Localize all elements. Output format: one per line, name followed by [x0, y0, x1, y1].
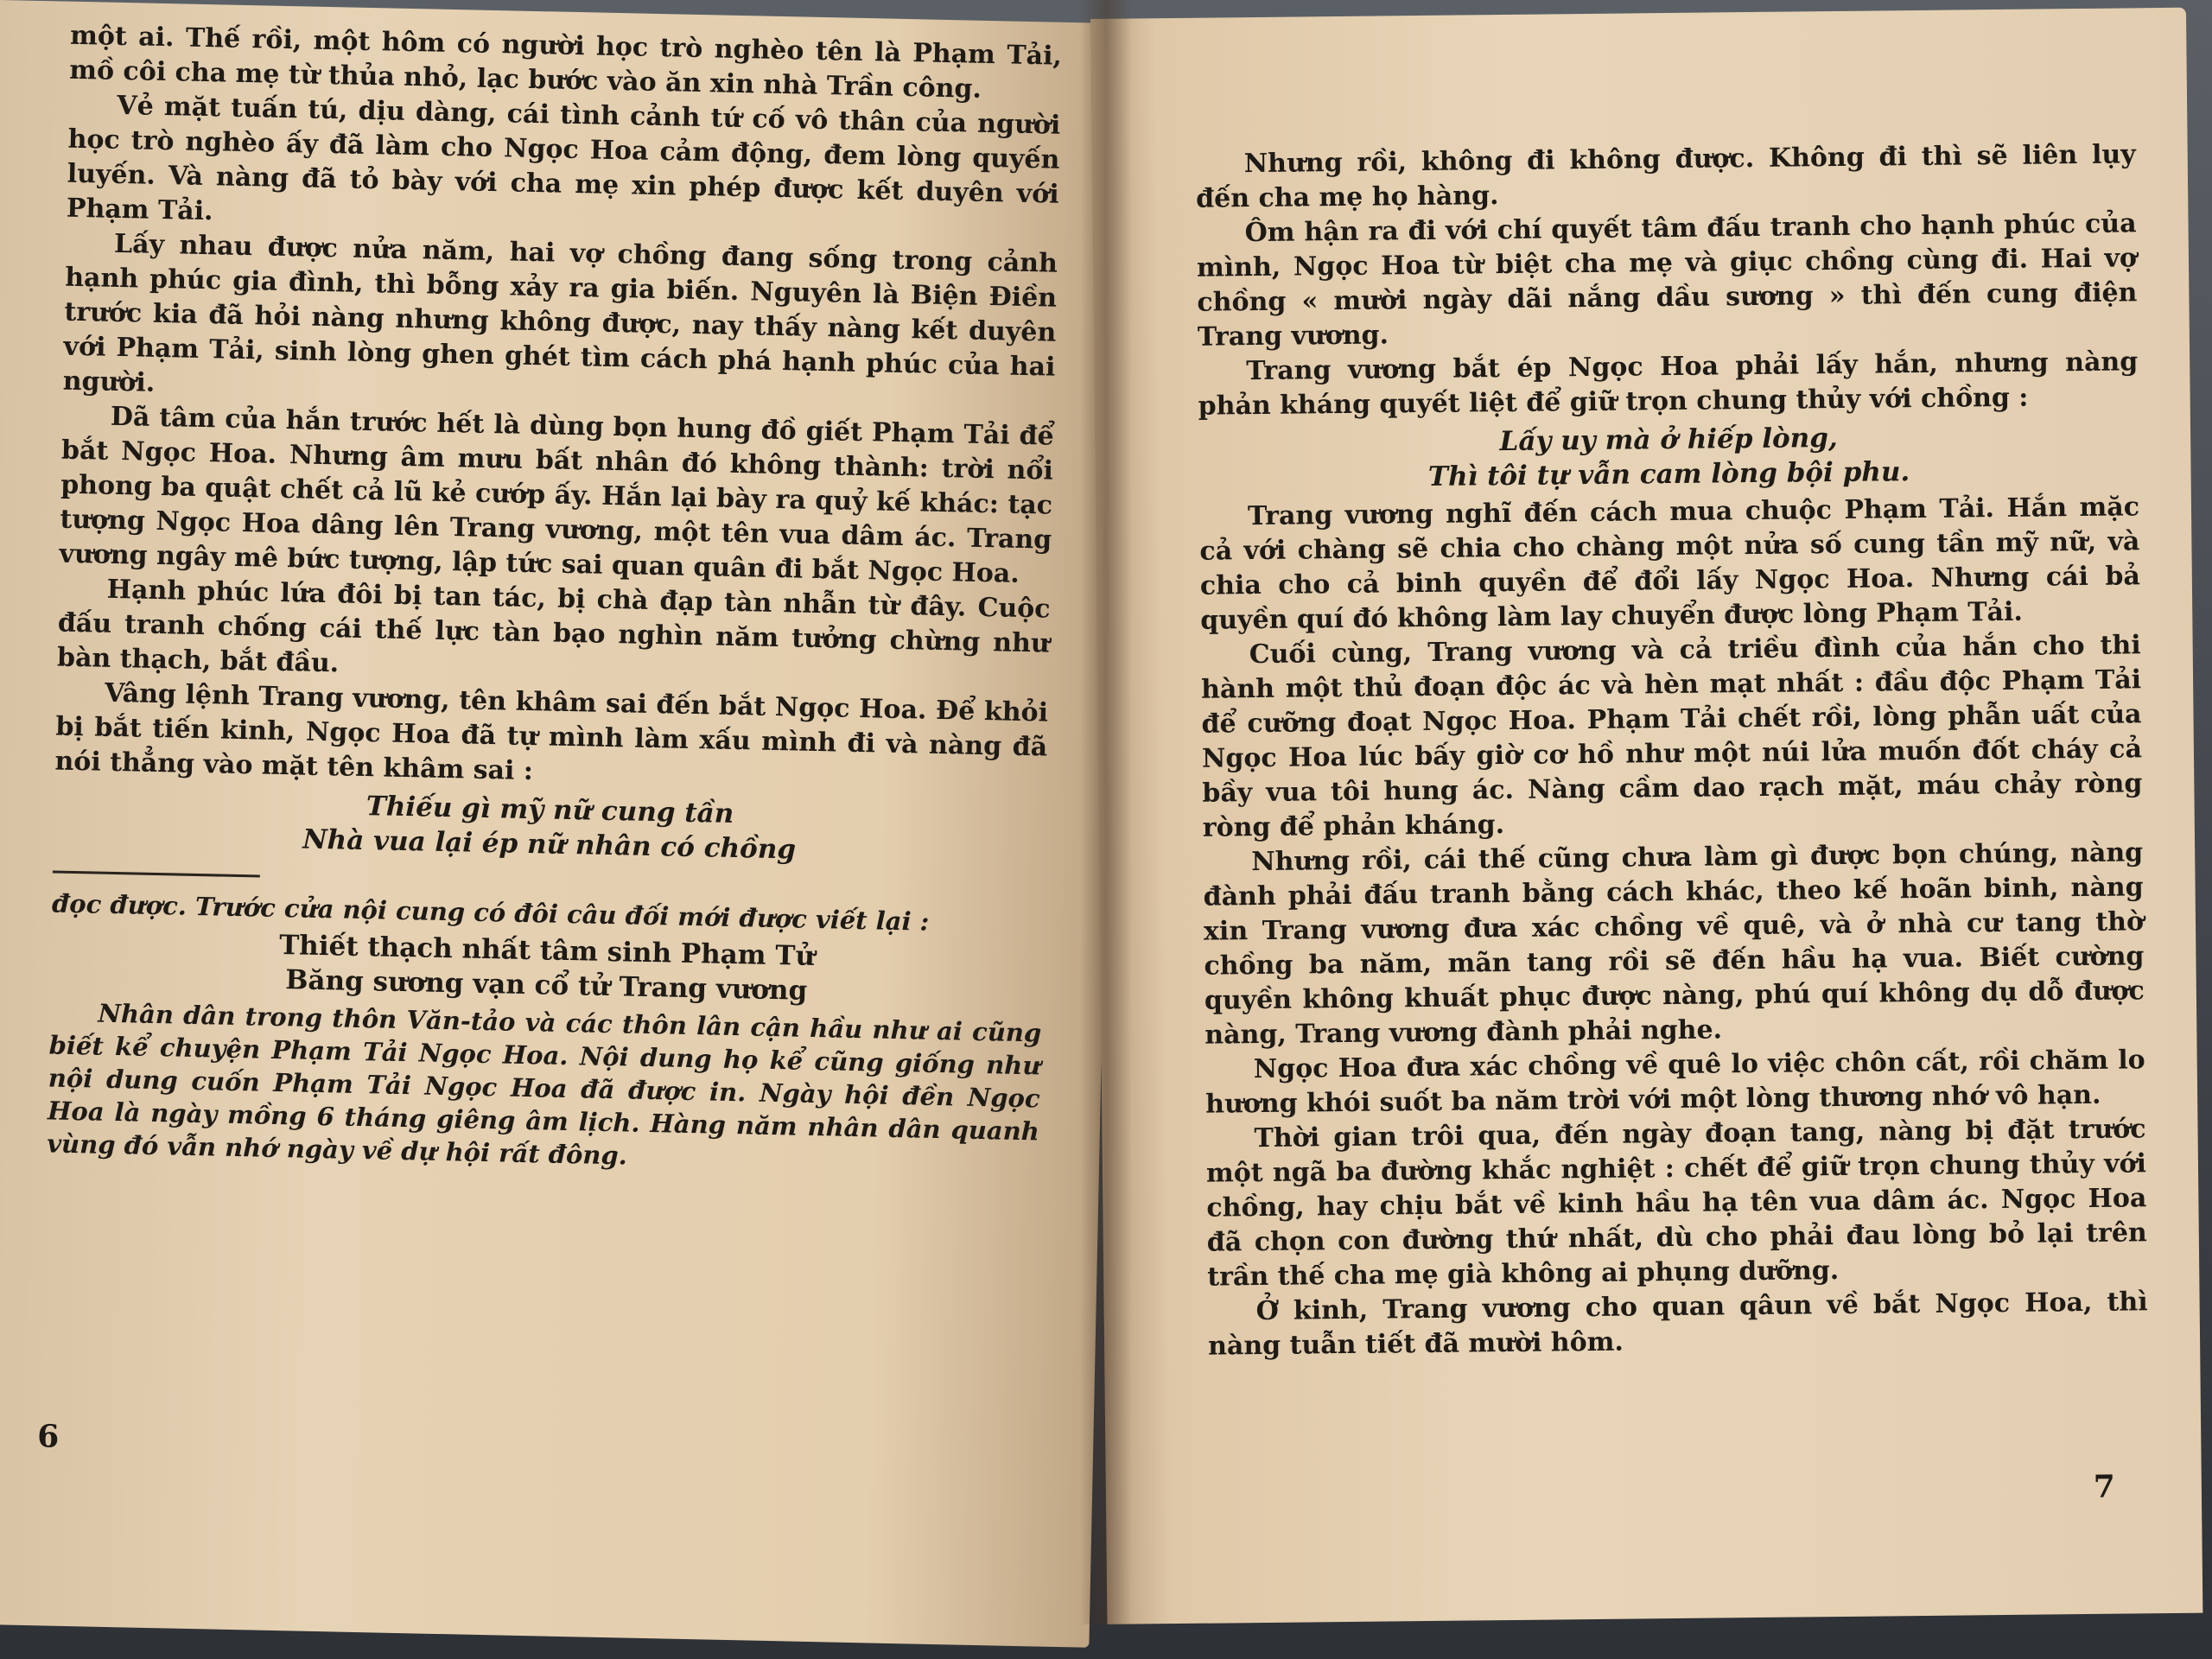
paragraph: Ôm hận ra đi với chí quyết tâm đấu tranh cho hạnh phúc của mình, Ngọc Hoa từ biệt cha mẹ và giục chồng cùng đi. Hai vợ chồng « mười ngày dãi nắng dầu sương » thì đến cung điện Trang vương.	[1196, 208, 2138, 353]
paragraph: Nhưng rồi, không đi không được. Không đi thì sẽ liên lụy đến cha mẹ họ hàng.	[1196, 139, 2136, 214]
page-number: 6	[36, 1418, 60, 1455]
couplet-line: Băng sương vạn cổ tử Trang vương	[284, 964, 808, 1007]
verse-line: Nhà vua lại ép nữ nhân có chồng	[302, 823, 797, 866]
footnote	[47, 887, 1044, 1180]
page-number: 7	[2093, 1468, 2116, 1505]
footnote-rule	[53, 870, 260, 877]
book-gutter	[1080, 0, 1132, 1624]
paragraph: Nhưng rồi, cái thế cũng chưa làm gì được bọn chúng, nàng đành phải đấu tranh bằng cách khác, theo kế hoãn binh, nàng xin Trang vương đưa xác chồng về quê, và ở nhà cư tang thờ chồng ba năm, mãn tang rồi sẽ đến hầu hạ vua. Biết cường quyền không khuất phục được nàng, phú quí không dụ dỗ được nàng, Trang vương đành phải nghe.	[1203, 837, 2145, 1051]
paragraph: Ở kinh, Trang vương cho quan qâun về bắt Ngọc Hoa, thì nàng tuẫn tiết đã mười hôm.	[1207, 1287, 2148, 1362]
verse-line: Thiếu gì mỹ nữ cung tần	[365, 791, 734, 830]
verse-line: Lấy uy mà ở hiếp lòng,	[1499, 422, 1838, 458]
verse-line: Thì tôi tự vẫn cam lòng bội phu.	[1427, 456, 1910, 493]
couplet-line: Thiết thạch nhất tâm sinh Phạm Tử	[278, 930, 816, 972]
footnote-intro: đọc được. Trước cửa nội cung có đôi câu đối mới được viết lại :	[51, 888, 930, 937]
footnote-paragraph: Nhân dân trong thôn Văn-tảo và các thôn lân cận hầu như ai cũng biết kể chuyện Phạm Tải Ngọc Hoa. Nội dung họ kể cũng giống như nội dung cuốn Phạm Tải Ngọc Hoa đã được in. Ngày hội đền Ngọc Hoa là ngày mồng 6 tháng giêng âm lịch. Hàng năm nhân dân quanh vùng đó vẫn nhớ ngày về dự hội rất đông.	[46, 998, 1042, 1171]
right-page	[1090, 8, 2202, 1624]
paragraph: Trang vương nghĩ đến cách mua chuộc Phạm Tải. Hắn mặc cả với chàng sẽ chia cho chàng một nửa số cung tần mỹ nữ, và chia cho cả binh quyền để đổi lấy Ngọc Hoa. Nhưng cái bả quyền quí đó không làm lay chuyển được lòng Phạm Tải.	[1199, 492, 2141, 636]
paragraph: Vẻ mặt tuấn tú, dịu dàng, cái tình cảnh tứ cố vô thân của người học trò nghèo ấy đã làm cho Ngọc Hoa cảm động, đem lòng quyến luyến. Và nàng đã tỏ bày với cha mẹ xin phép được kết duyên với Phạm Tải.	[66, 90, 1061, 227]
paragraph: Vâng lệnh Trang vương, tên khâm sai đến bắt Ngọc Hoa. Để khỏi bị bắt tiến kinh, Ngọc Hoa đã tự mình làm xấu mình đi và nàng đã nói thẳng vào mặt tên khâm sai :	[54, 677, 1049, 787]
paragraph: một ai. Thế rồi, một hôm có người học trò nghèo tên là Phạm Tải, mồ côi cha mẹ từ thủa nhỏ, lạc bước vào ăn xin nhà Trần công.	[68, 20, 1063, 105]
paragraph: Dã tâm của hắn trước hết là dùng bọn hung đồ giết Phạm Tải để bắt Ngọc Hoa. Nhưng âm mưu bất nhân đó không thành: trời nổi phong ba quật chết cả lũ kẻ cướp ấy. Hắn lại bày ra quỷ kế khác: tạc tượng Ngọc Hoa dâng lên Trang vương, một tên vua dâm ác. Trang vương ngây mê bức tượng, lập tức sai quan quân đi bắt Ngọc Hoa.	[59, 401, 1055, 589]
verse	[1198, 417, 2139, 496]
paragraph: Thời gian trôi qua, đến ngày đoạn tang, nàng bị đặt trước một ngã ba đường khắc nghiệt : chết để giữ trọn chung thủy với chồng, hay chịu bắt về kinh hầu hạ tên vua dâm ác. Ngọc Hoa đã chọn con đường thứ nhất, dù cho phải đau lòng bỏ lại trên trần thế cha mẹ già không ai phụng dưỡng.	[1205, 1114, 2147, 1293]
paragraph: Ngọc Hoa đưa xác chồng về quê lo việc chôn cất, rồi chăm lo hương khói suốt ba năm trời với một lòng thương nhớ vô hạn.	[1205, 1045, 2145, 1120]
paragraph: Lấy nhau được nửa năm, hai vợ chồng đang sống trong cảnh hạnh phúc gia đình, thì bỗng xảy ra gia biến. Nguyên là Biện Điền trước kia đã hỏi nàng nhưng không được, nay thấy nàng kết duyên với Phạm Tải, sinh lòng ghen ghét tìm cách phá hạnh phúc của hai người.	[62, 228, 1058, 398]
paragraph: Cuối cùng, Trang vương và cả triều đình của hắn cho thi hành một thủ đoạn độc ác và hèn mạt nhất : đầu độc Phạm Tải để cưỡng đoạt Ngọc Hoa. Phạm Tải chết rồi, lòng phẫn uất của Ngọc Hoa lúc bấy giờ cơ hồ như một núi lửa muốn đốt cháy cả bầy vua tôi hung ác. Nàng cầm dao rạch mặt, máu chảy ròng ròng để phản kháng.	[1200, 630, 2143, 843]
paragraph: Trang vương bắt ép Ngọc Hoa phải lấy hắn, nhưng nàng phản kháng quyết liệt để giữ trọn chung thủy với chồng :	[1198, 346, 2139, 422]
paragraph: Hạnh phúc lứa đôi bị tan tác, bị chà đạp tàn nhẫn từ đây. Cuộc đấu tranh chống cái thế lực tàn bạo nghìn năm tưởng chừng như bàn thạch, bắt đầu.	[56, 574, 1051, 679]
